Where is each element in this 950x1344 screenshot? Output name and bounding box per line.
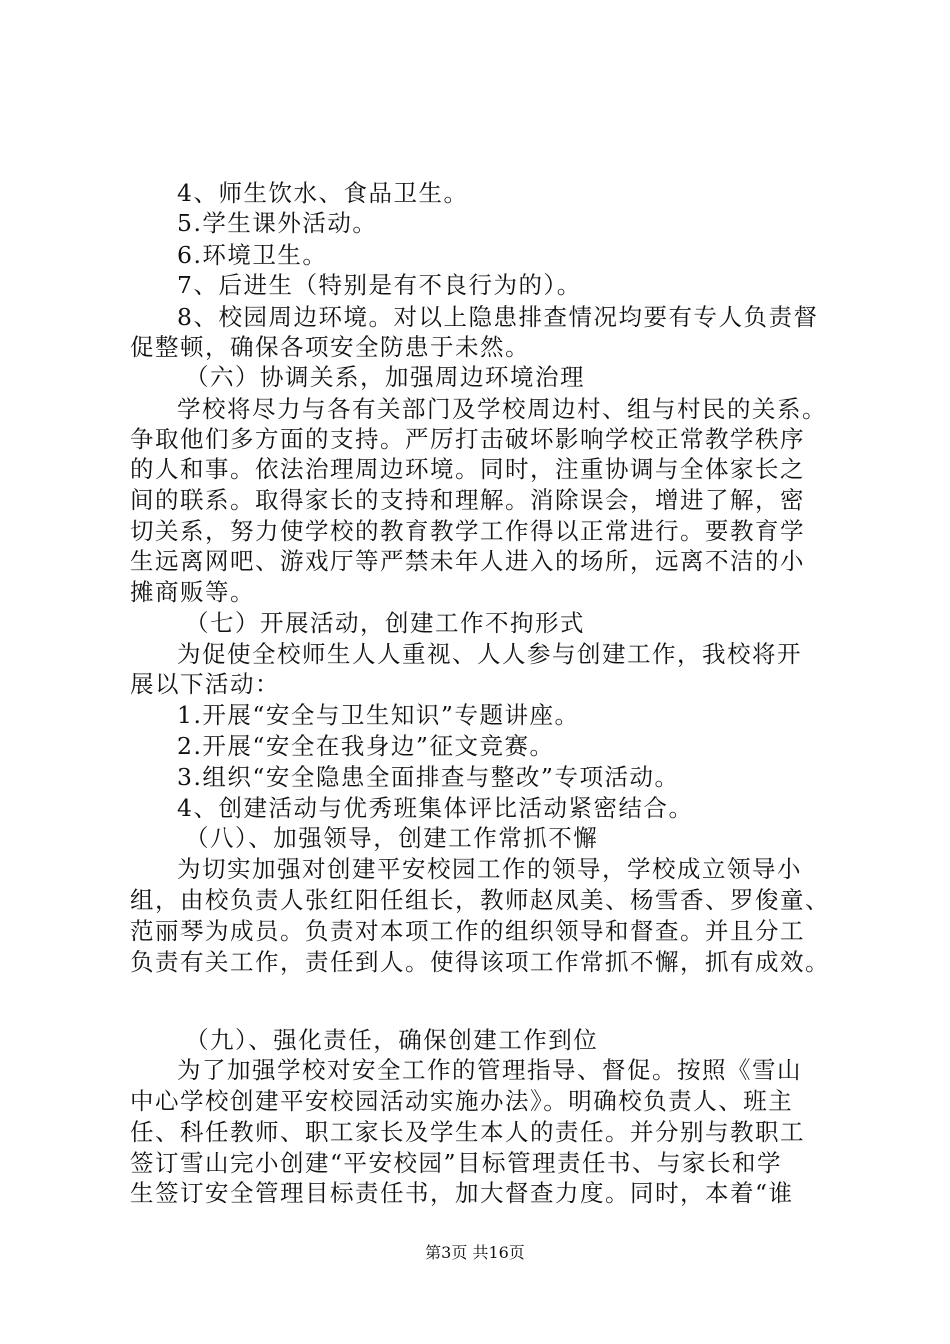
paragraph-line: 学校将尽力与各有关部门及学校周边村、组与村民的关系。 — [177, 395, 827, 423]
list-item-drinking-water: 4、师生饮水、食品卫生。 — [177, 179, 469, 207]
paragraph-line: 8、校园周边环境。对以上隐患排查情况均要有专人负责督 — [177, 303, 819, 331]
paragraph-line: 范丽琴为成员。负责对本项工作的组织领导和督查。并且分工 — [130, 917, 805, 945]
section-heading-9: （九）、强化责任，确保创建工作到位 — [185, 1026, 599, 1054]
paragraph-line: 争取他们多方面的支持。严厉打击破坏影响学校正常教学秩序 — [130, 425, 805, 453]
section-heading-6: （六）协调关系，加强周边环境治理 — [185, 363, 585, 391]
paragraph-line: 为切实加强对创建平安校园工作的领导，学校成立领导小 — [177, 855, 802, 883]
list-item-extracurricular: 5.学生课外活动。 — [177, 209, 378, 237]
paragraph-line: 间的联系。取得家长的支持和理解。消除误会，增进了解，密 — [130, 486, 805, 514]
list-item-class-evaluation: 4、创建活动与优秀班集体评比活动紧密结合。 — [177, 794, 694, 822]
paragraph-line: 中心学校创建平安校园活动实施办法》。明确校负责人、班主 — [130, 1087, 794, 1115]
paragraph-line: 摊商贩等。 — [130, 578, 255, 606]
list-item-inspection: 3.组织“安全隐患全面排查与整改”专项活动。 — [177, 763, 680, 791]
paragraph-line: 切关系，努力使学校的教育教学工作得以正常进行。要教育学 — [130, 517, 805, 545]
list-item-environment: 6.环境卫生。 — [177, 241, 328, 269]
section-heading-8: （八）、加强领导，创建工作常抓不懈 — [185, 824, 599, 852]
paragraph-line: 为了加强学校对安全工作的管理指导、督促。按照《雪山 — [177, 1056, 802, 1084]
section-heading-7: （七）开展活动，创建工作不拘形式 — [185, 609, 585, 637]
paragraph-line: 生远离网吧、游戏厅等严禁未年人进入的场所，远离不洁的小 — [130, 547, 805, 575]
page-number-footer: 第3页 共16页 — [425, 1243, 525, 1262]
paragraph-line: 组，由校负责人张红阳任组长，教师赵凤美、杨雪香、罗俊童、 — [130, 886, 830, 914]
paragraph-line: 负责有关工作，责任到人。使得该项工作常抓不懈，抓有成效。 — [130, 948, 830, 976]
paragraph-line: 展以下活动： — [130, 670, 280, 698]
paragraph-line: 签订雪山完小创建“平安校园”目标管理责任书、与家长和学 — [130, 1149, 783, 1177]
paragraph-line: 为促使全校师生人人重视、人人参与创建工作，我校将开 — [177, 640, 802, 668]
paragraph-line: 生签订安全管理目标责任书，加大督查力度。同时，本着“谁 — [130, 1179, 794, 1207]
list-item-essay: 2.开展“安全在我身边”征文竞赛。 — [177, 732, 555, 760]
paragraph-line: 促整顿，确保各项安全防患于未然。 — [130, 333, 530, 361]
list-item-lecture: 1.开展“安全与卫生知识”专题讲座。 — [177, 701, 580, 729]
paragraph-line: 的人和事。依法治理周边环境。同时，注重协调与全体家长之 — [130, 455, 805, 483]
paragraph-line: 任、科任教师、职工家长及学生本人的责任。并分别与教职工 — [130, 1118, 805, 1146]
list-item-students: 7、后进生（特别是有不良行为的）。 — [177, 271, 582, 299]
